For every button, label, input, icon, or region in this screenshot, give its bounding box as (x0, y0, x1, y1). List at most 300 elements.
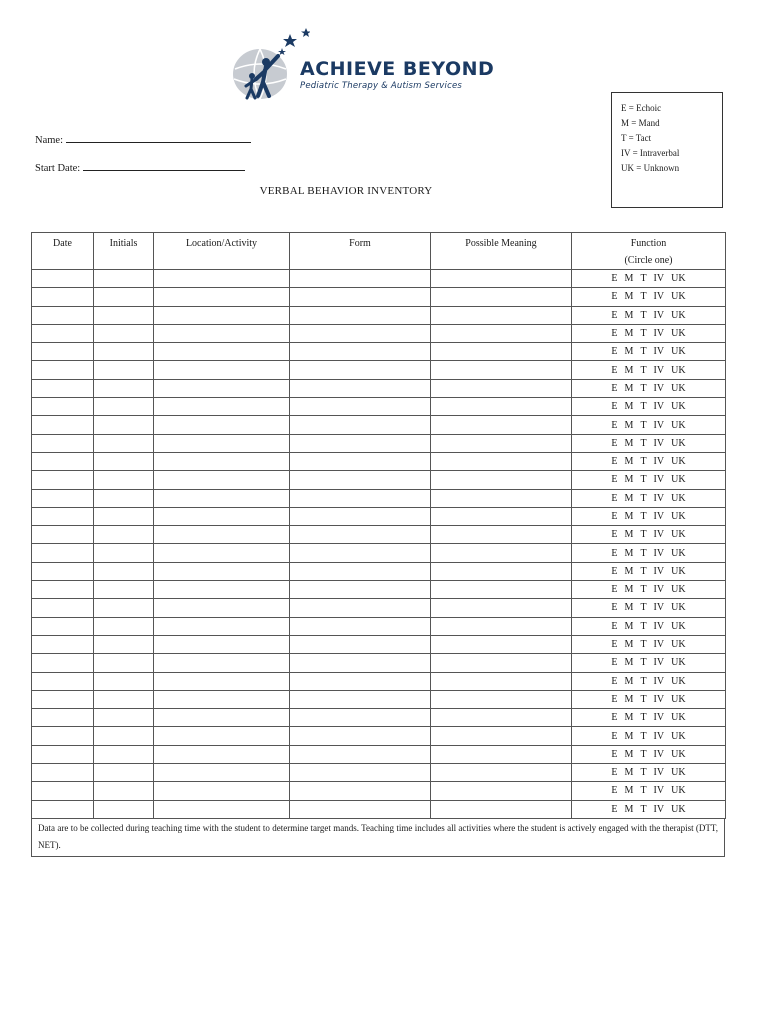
location-activity-cell[interactable] (154, 452, 290, 470)
possible-meaning-cell[interactable] (431, 270, 572, 288)
date-cell[interactable] (32, 471, 94, 489)
function-option[interactable]: UK (671, 364, 686, 376)
function-option[interactable]: T (640, 401, 647, 413)
function-option[interactable]: M (624, 328, 634, 340)
function-option[interactable]: T (640, 492, 647, 504)
function-option[interactable]: E (611, 529, 618, 541)
form-cell[interactable] (290, 782, 431, 800)
possible-meaning-cell[interactable] (431, 727, 572, 745)
date-cell[interactable] (32, 745, 94, 763)
function-option[interactable]: T (640, 803, 647, 815)
function-option[interactable]: IV (653, 785, 665, 797)
function-option[interactable]: UK (671, 328, 686, 340)
function-option[interactable]: UK (671, 565, 686, 577)
form-cell[interactable] (290, 398, 431, 416)
location-activity-cell[interactable] (154, 361, 290, 379)
date-cell[interactable] (32, 672, 94, 690)
function-option[interactable]: IV (653, 602, 665, 614)
function-option[interactable]: E (611, 382, 618, 394)
function-option[interactable]: IV (653, 547, 665, 559)
function-option[interactable]: M (624, 456, 634, 468)
function-option[interactable]: IV (653, 401, 665, 413)
location-activity-cell[interactable] (154, 654, 290, 672)
function-option[interactable]: T (640, 529, 647, 541)
function-option[interactable]: E (611, 291, 618, 303)
function-option[interactable]: E (611, 803, 618, 815)
function-option[interactable]: IV (653, 364, 665, 376)
possible-meaning-cell[interactable] (431, 416, 572, 434)
form-cell[interactable] (290, 434, 431, 452)
initials-cell[interactable] (94, 562, 154, 580)
function-option[interactable]: M (624, 657, 634, 669)
function-option[interactable]: E (611, 273, 618, 285)
function-option[interactable]: T (640, 309, 647, 321)
location-activity-cell[interactable] (154, 526, 290, 544)
function-option[interactable]: UK (671, 346, 686, 358)
function-option[interactable]: M (624, 730, 634, 742)
initials-cell[interactable] (94, 745, 154, 763)
function-option[interactable]: E (611, 602, 618, 614)
form-cell[interactable] (290, 709, 431, 727)
possible-meaning-cell[interactable] (431, 581, 572, 599)
location-activity-cell[interactable] (154, 416, 290, 434)
form-cell[interactable] (290, 544, 431, 562)
function-option[interactable]: UK (671, 492, 686, 504)
date-cell[interactable] (32, 617, 94, 635)
function-option[interactable]: UK (671, 785, 686, 797)
function-option[interactable]: E (611, 492, 618, 504)
initials-cell[interactable] (94, 672, 154, 690)
location-activity-cell[interactable] (154, 635, 290, 653)
date-cell[interactable] (32, 324, 94, 342)
function-option[interactable]: T (640, 693, 647, 705)
function-option[interactable]: T (640, 602, 647, 614)
function-option[interactable]: M (624, 401, 634, 413)
function-option[interactable]: M (624, 584, 634, 596)
location-activity-cell[interactable] (154, 544, 290, 562)
function-option[interactable]: E (611, 767, 618, 779)
function-option[interactable]: T (640, 273, 647, 285)
function-option[interactable]: M (624, 529, 634, 541)
function-option[interactable]: E (611, 364, 618, 376)
form-cell[interactable] (290, 416, 431, 434)
possible-meaning-cell[interactable] (431, 782, 572, 800)
initials-cell[interactable] (94, 782, 154, 800)
location-activity-cell[interactable] (154, 709, 290, 727)
possible-meaning-cell[interactable] (431, 635, 572, 653)
function-option[interactable]: M (624, 309, 634, 321)
location-activity-cell[interactable] (154, 434, 290, 452)
function-option[interactable]: IV (653, 712, 665, 724)
form-cell[interactable] (290, 324, 431, 342)
date-cell[interactable] (32, 507, 94, 525)
function-option[interactable]: IV (653, 803, 665, 815)
function-option[interactable]: T (640, 474, 647, 486)
function-option[interactable]: T (640, 511, 647, 522)
function-option[interactable]: T (640, 767, 647, 779)
function-option[interactable]: E (611, 730, 618, 742)
function-option[interactable]: UK (671, 529, 686, 541)
possible-meaning-cell[interactable] (431, 489, 572, 507)
function-option[interactable]: E (611, 456, 618, 468)
initials-cell[interactable] (94, 709, 154, 727)
function-option[interactable]: IV (653, 657, 665, 669)
initials-cell[interactable] (94, 727, 154, 745)
possible-meaning-cell[interactable] (431, 361, 572, 379)
function-option[interactable]: M (624, 511, 634, 522)
function-option[interactable]: IV (653, 767, 665, 779)
function-option[interactable]: UK (671, 437, 686, 449)
initials-cell[interactable] (94, 507, 154, 525)
form-cell[interactable] (290, 800, 431, 818)
form-cell[interactable] (290, 452, 431, 470)
possible-meaning-cell[interactable] (431, 324, 572, 342)
function-option[interactable]: M (624, 364, 634, 376)
function-option[interactable]: T (640, 639, 647, 651)
initials-cell[interactable] (94, 452, 154, 470)
function-option[interactable]: IV (653, 511, 665, 522)
form-cell[interactable] (290, 270, 431, 288)
function-option[interactable]: UK (671, 657, 686, 669)
function-option[interactable]: E (611, 474, 618, 486)
function-option[interactable]: T (640, 547, 647, 559)
function-option[interactable]: T (640, 364, 647, 376)
possible-meaning-cell[interactable] (431, 507, 572, 525)
function-option[interactable]: E (611, 346, 618, 358)
date-cell[interactable] (32, 800, 94, 818)
function-option[interactable]: M (624, 767, 634, 779)
function-option[interactable]: IV (653, 456, 665, 468)
location-activity-cell[interactable] (154, 306, 290, 324)
date-cell[interactable] (32, 709, 94, 727)
initials-cell[interactable] (94, 434, 154, 452)
function-option[interactable]: M (624, 437, 634, 449)
function-option[interactable]: UK (671, 547, 686, 559)
form-cell[interactable] (290, 306, 431, 324)
form-cell[interactable] (290, 562, 431, 580)
possible-meaning-cell[interactable] (431, 288, 572, 306)
function-option[interactable]: UK (671, 401, 686, 413)
function-option[interactable]: IV (653, 693, 665, 705)
function-option[interactable]: E (611, 620, 618, 632)
possible-meaning-cell[interactable] (431, 562, 572, 580)
initials-cell[interactable] (94, 416, 154, 434)
function-option[interactable]: E (611, 328, 618, 340)
function-option[interactable]: UK (671, 748, 686, 760)
start-date-input-line[interactable] (83, 160, 245, 171)
function-option[interactable]: M (624, 492, 634, 504)
location-activity-cell[interactable] (154, 764, 290, 782)
function-option[interactable]: UK (671, 639, 686, 651)
function-option[interactable]: M (624, 675, 634, 687)
function-option[interactable]: UK (671, 456, 686, 468)
function-option[interactable]: E (611, 309, 618, 321)
date-cell[interactable] (32, 544, 94, 562)
function-option[interactable]: UK (671, 382, 686, 394)
location-activity-cell[interactable] (154, 782, 290, 800)
date-cell[interactable] (32, 416, 94, 434)
function-option[interactable]: IV (653, 639, 665, 651)
function-option[interactable]: T (640, 437, 647, 449)
function-option[interactable]: M (624, 474, 634, 486)
function-option[interactable]: UK (671, 273, 686, 285)
function-option[interactable]: IV (653, 565, 665, 577)
location-activity-cell[interactable] (154, 324, 290, 342)
function-option[interactable]: T (640, 712, 647, 724)
location-activity-cell[interactable] (154, 581, 290, 599)
possible-meaning-cell[interactable] (431, 343, 572, 361)
function-option[interactable]: UK (671, 712, 686, 724)
initials-cell[interactable] (94, 599, 154, 617)
date-cell[interactable] (32, 782, 94, 800)
form-cell[interactable] (290, 635, 431, 653)
function-option[interactable]: M (624, 639, 634, 651)
function-option[interactable]: M (624, 291, 634, 303)
date-cell[interactable] (32, 654, 94, 672)
location-activity-cell[interactable] (154, 617, 290, 635)
function-option[interactable]: T (640, 382, 647, 394)
function-option[interactable]: IV (653, 346, 665, 358)
initials-cell[interactable] (94, 654, 154, 672)
date-cell[interactable] (32, 489, 94, 507)
date-cell[interactable] (32, 526, 94, 544)
date-cell[interactable] (32, 581, 94, 599)
function-option[interactable]: M (624, 712, 634, 724)
function-option[interactable]: M (624, 346, 634, 358)
initials-cell[interactable] (94, 324, 154, 342)
location-activity-cell[interactable] (154, 398, 290, 416)
function-option[interactable]: E (611, 748, 618, 760)
function-option[interactable]: T (640, 785, 647, 797)
date-cell[interactable] (32, 270, 94, 288)
date-cell[interactable] (32, 361, 94, 379)
possible-meaning-cell[interactable] (431, 617, 572, 635)
function-option[interactable]: M (624, 273, 634, 285)
initials-cell[interactable] (94, 635, 154, 653)
form-cell[interactable] (290, 343, 431, 361)
function-option[interactable]: IV (653, 529, 665, 541)
function-option[interactable]: T (640, 748, 647, 760)
function-option[interactable]: E (611, 401, 618, 413)
function-option[interactable]: IV (653, 675, 665, 687)
function-option[interactable]: UK (671, 309, 686, 321)
function-option[interactable]: UK (671, 419, 686, 431)
function-option[interactable]: IV (653, 748, 665, 760)
form-cell[interactable] (290, 617, 431, 635)
function-option[interactable]: UK (671, 602, 686, 614)
location-activity-cell[interactable] (154, 690, 290, 708)
form-cell[interactable] (290, 379, 431, 397)
function-option[interactable]: E (611, 511, 618, 522)
location-activity-cell[interactable] (154, 800, 290, 818)
function-option[interactable]: UK (671, 675, 686, 687)
form-cell[interactable] (290, 599, 431, 617)
location-activity-cell[interactable] (154, 379, 290, 397)
possible-meaning-cell[interactable] (431, 452, 572, 470)
function-option[interactable]: UK (671, 803, 686, 815)
initials-cell[interactable] (94, 398, 154, 416)
form-cell[interactable] (290, 690, 431, 708)
function-option[interactable]: E (611, 693, 618, 705)
form-cell[interactable] (290, 745, 431, 763)
possible-meaning-cell[interactable] (431, 526, 572, 544)
function-option[interactable]: E (611, 419, 618, 431)
function-option[interactable]: T (640, 657, 647, 669)
function-option[interactable]: E (611, 565, 618, 577)
form-cell[interactable] (290, 288, 431, 306)
location-activity-cell[interactable] (154, 507, 290, 525)
function-option[interactable]: T (640, 346, 647, 358)
function-option[interactable]: E (611, 639, 618, 651)
date-cell[interactable] (32, 690, 94, 708)
function-option[interactable]: UK (671, 693, 686, 705)
initials-cell[interactable] (94, 526, 154, 544)
function-option[interactable]: UK (671, 291, 686, 303)
function-option[interactable]: T (640, 565, 647, 577)
function-option[interactable]: UK (671, 584, 686, 596)
location-activity-cell[interactable] (154, 489, 290, 507)
date-cell[interactable] (32, 764, 94, 782)
date-cell[interactable] (32, 343, 94, 361)
initials-cell[interactable] (94, 343, 154, 361)
function-option[interactable]: IV (653, 492, 665, 504)
function-option[interactable]: E (611, 675, 618, 687)
function-option[interactable]: T (640, 291, 647, 303)
function-option[interactable]: T (640, 675, 647, 687)
initials-cell[interactable] (94, 544, 154, 562)
function-option[interactable]: T (640, 456, 647, 468)
function-option[interactable]: T (640, 328, 647, 340)
function-option[interactable]: IV (653, 474, 665, 486)
form-cell[interactable] (290, 764, 431, 782)
form-cell[interactable] (290, 489, 431, 507)
function-option[interactable]: M (624, 748, 634, 760)
function-option[interactable]: M (624, 620, 634, 632)
function-option[interactable]: IV (653, 382, 665, 394)
function-option[interactable]: UK (671, 767, 686, 779)
form-cell[interactable] (290, 471, 431, 489)
function-option[interactable]: T (640, 584, 647, 596)
function-option[interactable]: T (640, 730, 647, 742)
location-activity-cell[interactable] (154, 745, 290, 763)
initials-cell[interactable] (94, 617, 154, 635)
function-option[interactable]: UK (671, 620, 686, 632)
function-option[interactable]: IV (653, 309, 665, 321)
function-option[interactable]: M (624, 547, 634, 559)
function-option[interactable]: IV (653, 273, 665, 285)
function-option[interactable]: IV (653, 291, 665, 303)
form-cell[interactable] (290, 361, 431, 379)
function-option[interactable]: E (611, 437, 618, 449)
function-option[interactable]: IV (653, 437, 665, 449)
initials-cell[interactable] (94, 379, 154, 397)
function-option[interactable]: M (624, 565, 634, 577)
location-activity-cell[interactable] (154, 471, 290, 489)
possible-meaning-cell[interactable] (431, 800, 572, 818)
function-option[interactable]: IV (653, 328, 665, 340)
initials-cell[interactable] (94, 764, 154, 782)
initials-cell[interactable] (94, 270, 154, 288)
function-option[interactable]: M (624, 382, 634, 394)
function-option[interactable]: E (611, 547, 618, 559)
date-cell[interactable] (32, 452, 94, 470)
function-option[interactable]: E (611, 785, 618, 797)
date-cell[interactable] (32, 434, 94, 452)
name-input-line[interactable] (66, 132, 251, 143)
location-activity-cell[interactable] (154, 288, 290, 306)
function-option[interactable]: M (624, 419, 634, 431)
function-option[interactable]: UK (671, 511, 686, 522)
initials-cell[interactable] (94, 489, 154, 507)
function-option[interactable]: M (624, 693, 634, 705)
possible-meaning-cell[interactable] (431, 599, 572, 617)
date-cell[interactable] (32, 727, 94, 745)
possible-meaning-cell[interactable] (431, 398, 572, 416)
possible-meaning-cell[interactable] (431, 745, 572, 763)
form-cell[interactable] (290, 672, 431, 690)
location-activity-cell[interactable] (154, 343, 290, 361)
form-cell[interactable] (290, 526, 431, 544)
location-activity-cell[interactable] (154, 727, 290, 745)
form-cell[interactable] (290, 507, 431, 525)
initials-cell[interactable] (94, 690, 154, 708)
function-option[interactable]: IV (653, 730, 665, 742)
possible-meaning-cell[interactable] (431, 379, 572, 397)
function-option[interactable]: UK (671, 474, 686, 486)
possible-meaning-cell[interactable] (431, 709, 572, 727)
function-option[interactable]: IV (653, 419, 665, 431)
date-cell[interactable] (32, 562, 94, 580)
initials-cell[interactable] (94, 581, 154, 599)
date-cell[interactable] (32, 288, 94, 306)
date-cell[interactable] (32, 599, 94, 617)
possible-meaning-cell[interactable] (431, 544, 572, 562)
form-cell[interactable] (290, 727, 431, 745)
location-activity-cell[interactable] (154, 672, 290, 690)
function-option[interactable]: M (624, 602, 634, 614)
location-activity-cell[interactable] (154, 562, 290, 580)
possible-meaning-cell[interactable] (431, 471, 572, 489)
date-cell[interactable] (32, 635, 94, 653)
form-cell[interactable] (290, 581, 431, 599)
location-activity-cell[interactable] (154, 599, 290, 617)
date-cell[interactable] (32, 306, 94, 324)
function-option[interactable]: UK (671, 730, 686, 742)
possible-meaning-cell[interactable] (431, 690, 572, 708)
possible-meaning-cell[interactable] (431, 434, 572, 452)
possible-meaning-cell[interactable] (431, 306, 572, 324)
possible-meaning-cell[interactable] (431, 764, 572, 782)
function-option[interactable]: T (640, 419, 647, 431)
function-option[interactable]: E (611, 657, 618, 669)
initials-cell[interactable] (94, 800, 154, 818)
date-cell[interactable] (32, 398, 94, 416)
possible-meaning-cell[interactable] (431, 654, 572, 672)
form-cell[interactable] (290, 654, 431, 672)
function-option[interactable]: T (640, 620, 647, 632)
location-activity-cell[interactable] (154, 270, 290, 288)
initials-cell[interactable] (94, 306, 154, 324)
function-option[interactable]: IV (653, 620, 665, 632)
function-option[interactable]: M (624, 803, 634, 815)
initials-cell[interactable] (94, 288, 154, 306)
function-option[interactable]: M (624, 785, 634, 797)
date-cell[interactable] (32, 379, 94, 397)
function-option[interactable]: IV (653, 584, 665, 596)
initials-cell[interactable] (94, 471, 154, 489)
function-option[interactable]: E (611, 584, 618, 596)
initials-cell[interactable] (94, 361, 154, 379)
